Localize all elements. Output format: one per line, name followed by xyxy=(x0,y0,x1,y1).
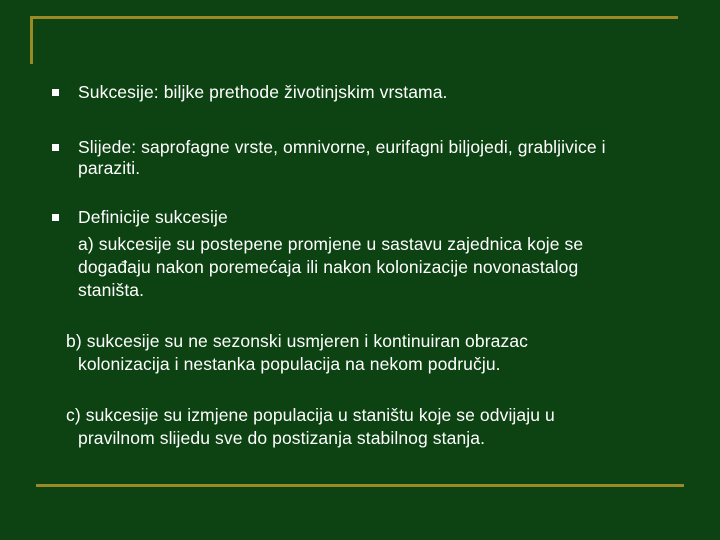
paragraph-c-line-2: pravilnom slijedu sve do postizanja stabilnog stanja. xyxy=(78,428,486,448)
frame-bottom-rule xyxy=(36,484,684,487)
bullet-3-line-4: staništa. xyxy=(78,280,145,300)
paragraph-c-line-1: c) sukcesije su izmjene populacija u staništu koje se odvijaju u xyxy=(66,405,555,425)
bullet-3-line-2: a) sukcesije su postepene promjene u sastavu zajednica koje se xyxy=(78,234,584,254)
bullet-square-icon xyxy=(52,89,59,96)
bullet-3-line-3: događaju nakon poremećaja ili nakon kolonizacije novonastalog xyxy=(78,257,579,277)
frame-top-rule xyxy=(30,16,678,19)
frame-left-rule xyxy=(30,16,33,64)
paragraph-b-line-2: kolonizacija i nestanka populacija na nekom području. xyxy=(78,354,501,374)
paragraph-b-line-1: b) sukcesije su ne sezonski usmjeren i kontinuiran obrazac xyxy=(66,331,528,351)
bullet-2-line-2: paraziti. xyxy=(78,158,141,178)
bullet-square-icon xyxy=(52,144,59,151)
bullet-square-icon xyxy=(52,214,59,221)
bullet-3-line-1: Definicije sukcesije xyxy=(78,207,228,227)
bullet-2-line-1: Slijede: saprofagne vrste, omnivorne, eurifagni biljojedi, grabljivice i xyxy=(78,137,606,157)
bullet-1-line-1: Sukcesije: biljke prethode životinjskim vrstama. xyxy=(78,82,448,102)
